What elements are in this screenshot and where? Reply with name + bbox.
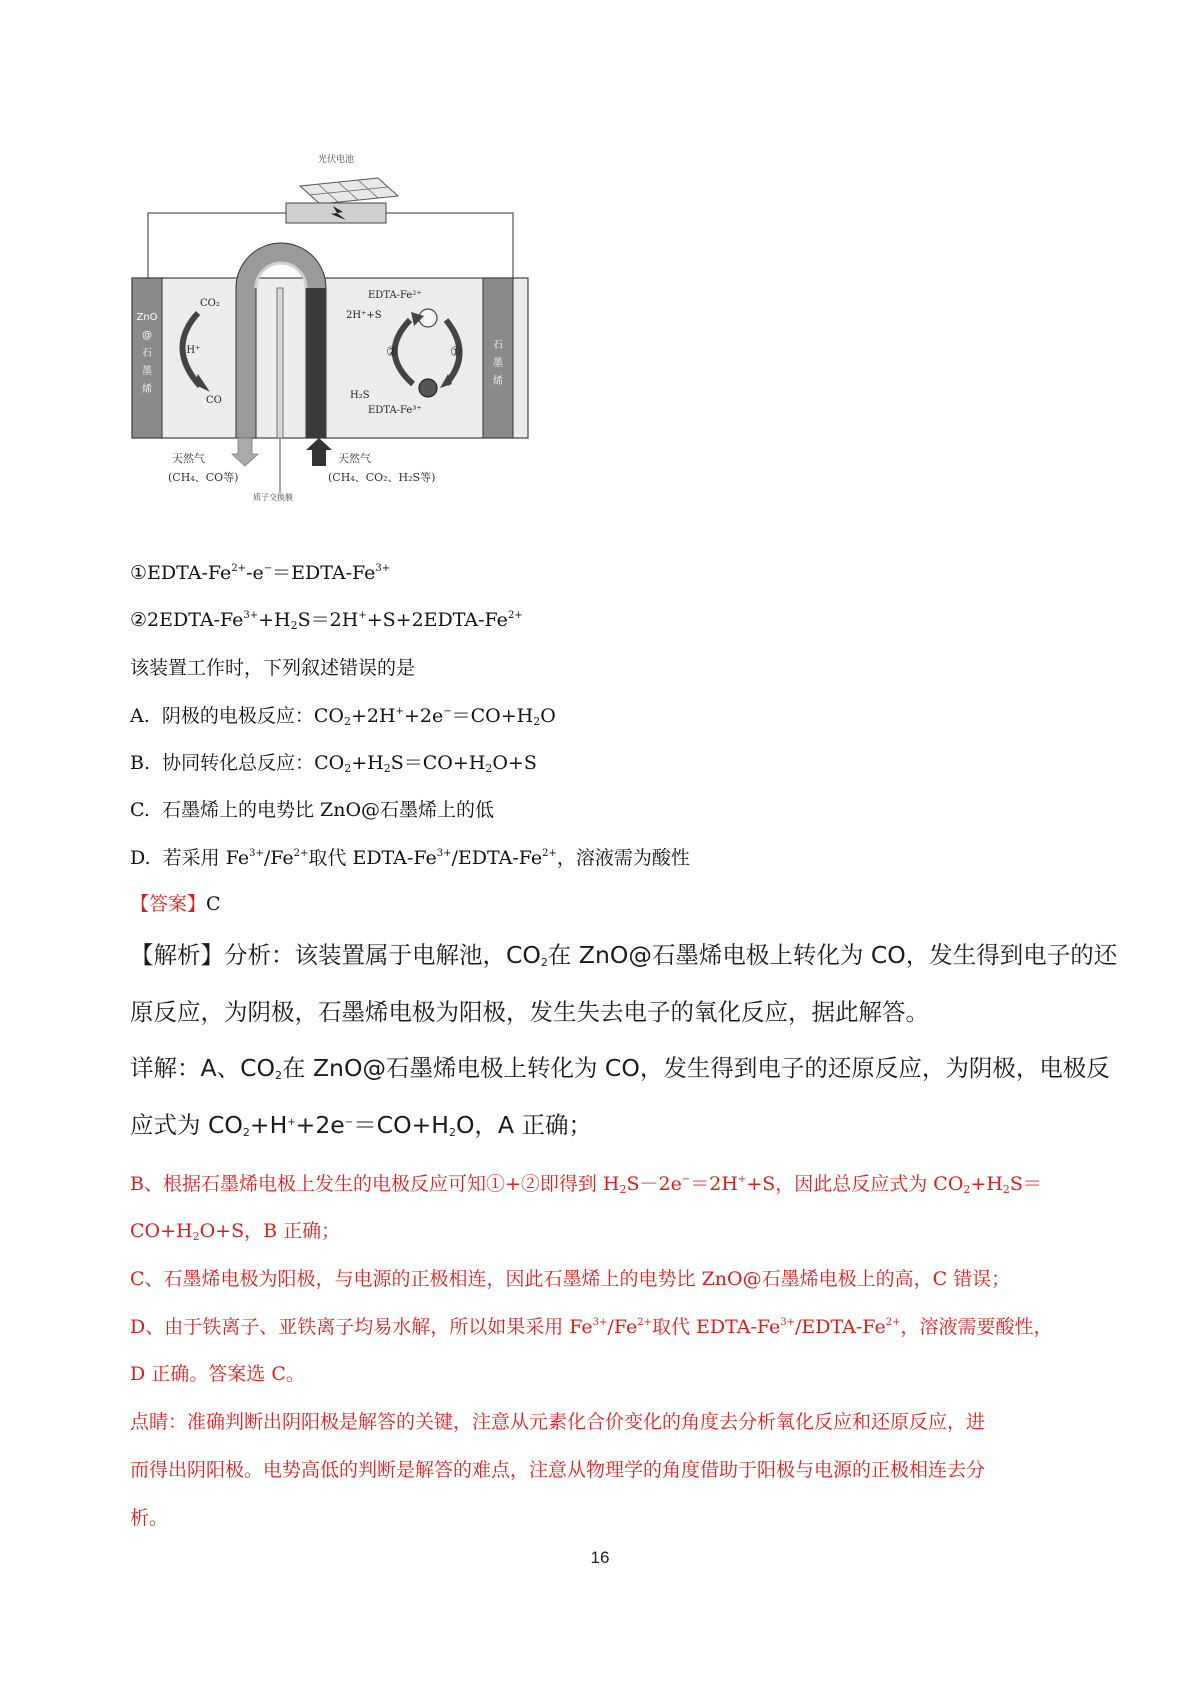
h-plus-label: 2H⁺ <box>180 345 201 356</box>
explain-d-line-2: D 正确。答案选 C。 <box>130 1363 305 1385</box>
svg-text:石: 石 <box>493 340 503 351</box>
option-a: A. 阴极的电极反应：$CO_2+2H^++2e^-=CO+H_2O$ <box>130 705 556 728</box>
electrolysis-diagram-svg <box>128 148 580 545</box>
tip-line-2: 而得出阴阳极。电势高低的判断是解答的难点，注意从物理学的角度借助于阳极与电源的正极相连去分 <box>130 1459 986 1481</box>
svg-text:墨: 墨 <box>142 366 152 377</box>
answer-tag: 【答案】 <box>130 893 207 915</box>
answer-value: C <box>206 893 221 915</box>
analysis-line-2: 原反应，为阴极，石墨烯电极为阳极，发生失去电子的氧化反应，据此解答。 <box>130 998 929 1026</box>
gas-out-label: 天然气 <box>172 452 205 465</box>
svg-text:烯: 烯 <box>142 384 152 395</box>
explain-c-line: C、石墨烯电极为阳极，与电源的正极相连，因此石墨烯上的电势比 ZnO@石墨烯电极上的高，C 错误； <box>130 1268 1011 1290</box>
svg-text:墨: 墨 <box>493 358 503 369</box>
analysis-line-1: 【解析】分析：该装置属于电解池，$CO_2$在 ZnO@石墨烯电极上转化为 CO，发生得到电子的还 <box>130 941 1118 969</box>
co2-label: CO₂ <box>200 298 220 309</box>
page-number: 16 <box>590 1548 610 1567</box>
reaction-1-marker: ① <box>450 345 462 360</box>
detail-line-1: 详解：A、$CO_2$在 ZnO@石墨烯电极上转化为 CO，发生得到电子的还原反应，为阴极，电极反 <box>130 1054 1110 1082</box>
electrolysis-diagram <box>128 148 580 545</box>
membrane-label: 质子交换膜 <box>253 493 293 502</box>
proton-exchange-membrane <box>277 288 283 438</box>
explain-d-line-1: D、由于铁离子、亚铁离子均易水解，所以如果采用 $Fe^{3+}/Fe^{2+}$取代 EDTA-$Fe^{3+}/EDTA-Fe^{2+}$，溶液需要酸性， <box>130 1316 1053 1338</box>
reaction-2-line: $②2EDTA-Fe^{3+}+H_2S=2H^++S+2EDTA-Fe^{2+}$ <box>130 609 523 632</box>
edta-fe2-label: EDTA-Fe²⁺ <box>368 290 422 301</box>
tip-line-3: 析。 <box>130 1507 169 1529</box>
svg-text:烯: 烯 <box>493 376 503 387</box>
left-electrode-label: ZnO <box>136 312 158 323</box>
svg-text:石: 石 <box>142 348 152 359</box>
gas-in-composition: (CH₄、CO₂、H₂S等) <box>328 471 436 484</box>
reaction-2-marker: ② <box>386 345 398 360</box>
question-stem: 该装置工作时，下列叙述错误的是 <box>130 657 416 679</box>
reaction-1-line: ①EDTA-$Fe^{2+}-e^-=EDTA-Fe^{3+}$ <box>130 562 391 584</box>
option-c: C. 石墨烯上的电势比 ZnO@石墨烯上的低 <box>130 799 495 821</box>
tip-line-1: 点睛：准确判断出阴阳极是解答的关键，注意从元素化合价变化的角度去分析氧化反应和还原反应，进 <box>130 1411 986 1433</box>
svg-text:@: @ <box>142 330 152 341</box>
option-d: D. 若采用 $Fe^{3+}/Fe^{2+}$取代 EDTA-$Fe^{3+}/EDTA-Fe^{2+}$，溶液需为酸性 <box>130 847 690 869</box>
solar-label: 光伏电池 <box>318 155 355 165</box>
h2s-reaction-label: 2H⁺+S <box>346 310 382 321</box>
edta-fe3-circle <box>419 379 437 397</box>
option-b: B. 协同转化总反应：$CO_2+H_2S=CO+H_2O+S$ <box>130 752 537 775</box>
edta-fe3-label: EDTA-Fe³⁺ <box>368 405 422 416</box>
h2s-label: H₂S <box>350 390 370 401</box>
explain-b-line-1: B、根据石墨烯电极上发生的电极反应可知①+②即得到 $H_2S-2e^-=2H^++S$，因此总反应式为 $CO_2+H_2S=$ <box>130 1173 1042 1196</box>
gas-out-composition: (CH₄、CO等) <box>168 471 239 484</box>
gas-in-label: 天然气 <box>338 452 371 465</box>
answer-line <box>130 891 221 917</box>
detail-line-2: 应式为 $CO_2+H^++2e^-=CO+H_2O$，A 正确； <box>130 1111 592 1139</box>
explain-b-line-2: $CO+H_2O+S$，B 正确； <box>130 1220 341 1243</box>
co-label: CO <box>206 395 222 406</box>
solar-panel-icon <box>286 178 398 223</box>
